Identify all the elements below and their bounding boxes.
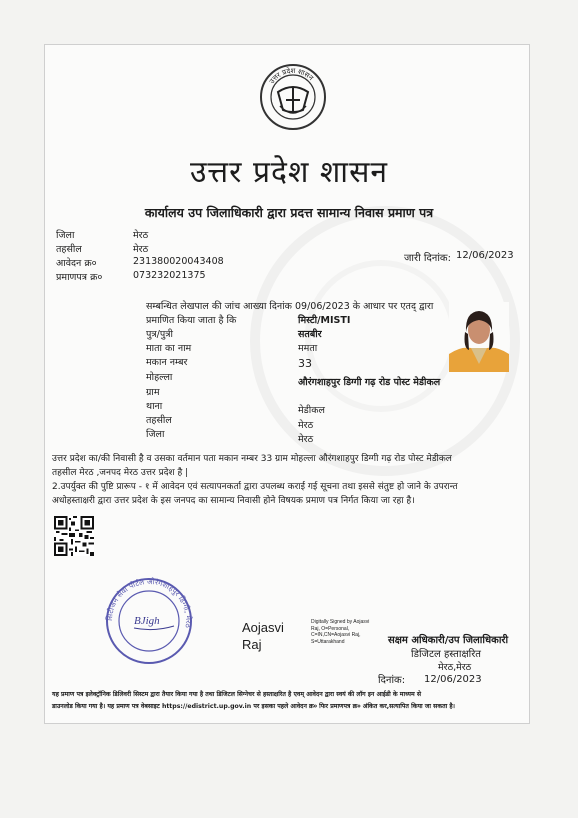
applicant-photo	[449, 302, 509, 372]
signed-date-value: 12/06/2023	[424, 674, 482, 685]
detail-label: तहसील	[146, 415, 172, 426]
district-value: मेरठ	[133, 230, 149, 241]
digital-signature-line: S=Uttarakhand	[311, 638, 345, 645]
tehsil-label: तहसील	[56, 244, 82, 255]
application-number-label: आवेदन क्र०	[56, 258, 97, 269]
house-number: 33	[298, 357, 312, 370]
detail-label: पुत्र/पुत्री	[146, 329, 173, 340]
intro-text: सम्बन्धित लेखपाल की जांच आख्या दिनांक 09/06/2023 के आधार पर एतद् द्वारा	[146, 301, 434, 312]
district-label: जिला	[56, 230, 75, 241]
police-station: मेडीकल	[298, 405, 325, 416]
signed-date-label: दिनांक:	[378, 675, 406, 686]
tehsil-value: मेरठ	[133, 244, 149, 255]
detail-label: मकान नम्बर	[146, 357, 188, 368]
residence-line-4: अधोहस्ताक्षरी द्वारा उत्तर प्रदेश के इस जनपद का सामान्य निवासी होने विषयक प्रमाण पत्र निर्गत किया जा रहा है।	[52, 496, 415, 506]
detail-label: माता का नाम	[146, 343, 192, 354]
svg-text:सिटीजन सेवा पोर्टल औरंगशाहपुर: सिटीजन सेवा पोर्टल औरंगशाहपुर डिग्गी, मेरठ	[104, 576, 194, 629]
digital-signature-block	[311, 619, 369, 645]
authority-title: सक्षम अधिकारी/उप जिलाधिकारी	[388, 635, 509, 646]
residence-line-2: तहसील मेरठ ,जनपद मेरठ उत्तर प्रदेश है |	[52, 468, 189, 478]
certificate-number-label: प्रमाणपत्र क्र०	[56, 272, 103, 283]
handwritten-signature: BJigh	[134, 615, 160, 627]
watermark-emblem-inner	[305, 260, 457, 412]
signer-name-line-1: Aojasvi	[242, 620, 284, 635]
locality: औरंगशाहपुर डिग्गी गढ़ रोड पोस्ट मेडीकल	[298, 377, 441, 388]
authority-digital-signed: डिजिटल हस्ताक्षरित	[411, 649, 481, 660]
page-subtitle: कार्यालय उप जिलाधिकारी द्वारा प्रदत्त सामान्य निवास प्रमाण पत्र	[144, 205, 434, 220]
issue-date-value: 12/06/2023	[456, 250, 514, 261]
residence-line-1: उत्तर प्रदेश का/की निवासी है व उसका वर्तमान पता मकान नम्बर 33 ग्राम मोहल्ला औरंगशाहपुर डिग्गी गढ़ रोड पोस्ट मेडीकल	[52, 454, 452, 464]
footer-note-line-2: डाउनलोड किया गया है। यह प्रमाण पत्र वेबसाइट https://edistrict.up.gov.in पर इसका पहले आवेदन क्र० फिर प्रमाणपत्र क्र० अंकित कर,सत्यापित किया जा सकता है।	[52, 703, 455, 710]
district-detail: मेरठ	[298, 434, 314, 445]
digital-signature-line: Digitally Signed by Aojasvi	[311, 619, 370, 625]
application-number-value: 231380020043408	[133, 256, 224, 267]
footer-note-line-1: यह प्रमाण पत्र इलेक्ट्रॉनिक डिलिवरी सिस्टम द्वारा तैयार किया गया है तथा डिजिटल सिग्नेचर से हस्ताक्षरित है एवम् आवेदन द्वारा स्वयं की लॉग इन आईडी के माध्यम से	[52, 691, 422, 698]
authority-location: मेरठ,मेरठ	[438, 662, 472, 673]
residence-line-3: 2.उपर्युक्त की पुष्टि प्रारूप - १ में आवेदन एवं सत्यापनकर्ता द्वारा उपलब्ध कराई गई सूचना तथा इससे संतुष्ट हो जाने के उपरान्त	[52, 482, 458, 492]
applicant-name: मिस्टी/MISTI	[298, 315, 351, 326]
detail-label: ग्राम	[146, 387, 160, 398]
office-stamp	[104, 576, 194, 666]
up-government-emblem	[258, 62, 328, 132]
tehsil-detail: मेरठ	[298, 420, 314, 431]
signer-name-line-2: Raj	[242, 637, 262, 652]
father-name: सतबीर	[298, 329, 322, 340]
svg-text:उत्तर प्रदेश शासन: उत्तर प्रदेश शासन	[267, 66, 315, 86]
detail-label: प्रमाणित किया जाता है कि	[146, 315, 237, 326]
detail-label: थाना	[146, 401, 163, 412]
detail-label: मोहल्ला	[146, 372, 173, 383]
page-title: उत्तर प्रदेश शासन	[189, 155, 388, 190]
issue-date-label: जारी दिनांक:	[404, 253, 451, 264]
digital-signature-line: C=IN,CN=Aojasvi Raj,	[311, 632, 361, 638]
qr-code	[54, 516, 94, 556]
certificate-number-value: 073232021375	[133, 270, 206, 281]
digital-signature-line: Raj, O=Personal,	[311, 625, 350, 632]
mother-name: ममता	[298, 343, 318, 354]
detail-label: जिला	[146, 429, 165, 440]
